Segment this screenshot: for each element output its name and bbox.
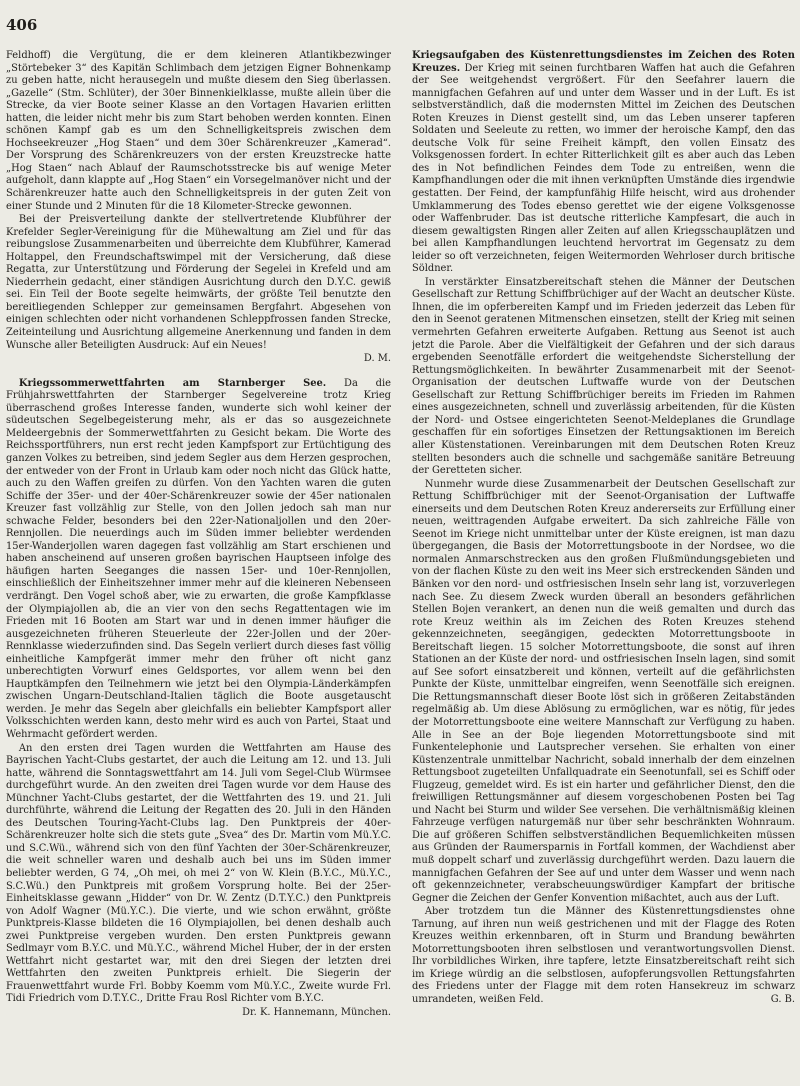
article-author: G. B. [770,994,795,1006]
article-gap [6,366,391,378]
article-paragraph: Bei der Preisverteilung dankte der stellvertretende Klubführer der Krefelder Segler-Vereinigung für die Mühewaltung am Ziel und für das reibungslose Zusammenarbeiten und überreichte dem Klubführer, Kamerad Holtappel, den Freundschaftswimpel mit der Versicherung, daß diese Regatta, zur Unterstützung und Förderung der Segelei in Krefeld und am Niederrhein gedacht, einer ständigen Ausrichtung durch den D.Y.C. gewiß sei. Ein Teil der Boote segelte heimwärts, der größte Teil benutzte den bereitliegenden Schlepper zur gemeinsamen Bergfahrt. Abgesehen von einigen schlechten oder nicht vorhandenen Schleppfrossen fanden Strecke, Zeiteinteilung und Ausrichtung allgemeine Anerkennung und fanden in dem Wunsche aller Beteiligten Ausdruck: Auf ein Neues! [6,214,391,351]
right-column [412,50,795,1066]
article-heading: Kriegssommerwettfahrten am Starnberger See. [18,377,327,389]
article-paragraph: Nunmehr wurde diese Zusammenarbeit der Deutschen Gesellschaft zur Rettung Schiffbrüchiger mit der Seenot-Organisation der Luftwaffe einerseits und dem Deutschen Roten Kreuz andererseits zur Erfüllung einer neuen, weittragenden Aufgabe erweitert. Da sich zahlreiche Fälle von Seenot im Kriege nicht unmittelbar unter der Küste ereignen, ist man dazu übergegangen, die Basis der Motorrettungsboote in der Nordsee, wo die normalen Anmarschstrecken aus den großen Flußmündungsgebieten und von der flachen Küste zu den weit ins Meer sich erstreckenden Sänden und Bänken vor den nord- und ostfriesischen Inseln sehr lang ist, vorzuverlegen nach See. Zu diesem Zweck wurden überall an besonders gefährlichen Stellen Bojen verankert, an denen nun die weiß gemalten und durch das rote Kreuz weithin als im Zeichen des Roten Kreuzes stehend gekennzeichneten, seegängigen, gedeckten Motorrettungsboote in Bereitschaft liegen. 15 solcher Motorrettungsboote, die sonst auf ihren Stationen an der Küste der nord- und ostfriesischen Inseln lagen, sind somit auf See sofort einsatzbereit und können, verteilt auf die gefährlichsten Punkte der Küste, unmittelbar eingreifen, wenn Seenotfälle sich ereignen. Die Rettungsmannschaft dieser Boote löst sich in größeren Zeitabständen regelmäßig ab. Um diese Ablösung zu ermöglichen, war es nötig, für jedes der Motorrettungsboote eine weitere Mannschaft zur Verfügung zu haben. Alle in See an der Boje liegenden Motorrettungsboote sind mit Funkentelephonie und Lautsprecher versehen. Sie erhalten von einer Küstenzentrale unmittelbar Nachricht, sobald innerhalb der dem einzelnen Rettungsboot zugeteilten Unfallquadrate ein Seenotunfall, sei es Schiff oder Flugzeug, gemeldet wird. Es ist ein harter und gefährlicher Dienst, den die freiwilligen Rettungsmänner auf diesem vorgeschobenen Posten bei Tag und Nacht bei Sturm und wilder See versehen. Die verhältnismäßig kleinen Fahrzeuge verfügen naturgemäß nur über sehr beschränkten Wohnraum. Die auf größeren Schiffen selbstverständlichen Bequemlichkeiten müssen aus Gründen der Raumersparnis in Fortfall kommen, der Wachdienst aber muß doppelt scharf und zuverlässig durchgeführt werden. Dazu lauern die mannigfachen Gefahren der See auf und unter dem Wasser und wenn nach oft gekennzeichneter, verabscheuungswürdiger Kampfart der britische Gegner die Zeichen der Genfer Konvention mißachtet, auch aus der Luft. [412,478,795,904]
left-column [6,50,391,1066]
article-author: D. M. [363,353,391,365]
article-paragraph-text: Aber trotzdem tun die Männer des Küstenrettungsdienstes ohne Tarnung, auf ihren nun weiß gestrichenen und mit der Flagge des Roten Kreuzes weithin erkennbaren, oft in Sturm und Brandung bewährten Motorrettungsbooten ihren selbstlosen und verantwortungsvollen Dienst. Ihr vorbildliches Wirken, ihre tapfere, letzte Einsatzbereitschaft reiht sich im Kriege würdig an die selbstlosen, aufopferungsvollen Rettungsfahrten des Friedens unter der Flagge mit dem roten Hansekreuz im schwarz umrandeten, weißen Feld. [412,906,795,1006]
article-paragraph: An den ersten drei Tagen wurden die Wettfahrten am Hause des Bayrischen Yacht-Clubs gestartet, der auch die Leitung am 12. und 13. Juli hatte, während die Sonntagswettfahrt am 14. Juli vom Segel-Club Würmsee durchgeführt wurde. An den zweiten drei Tagen wurde vor dem Hause des Münchner Yacht-Clubs gestartet, der die Wettfahrten des 19. und 21. Juli durchführte, während die Leitung der Regatten des 20. Juli in den Händen des Deutschen Touring-Yacht-Clubs lag. Den Punktpreis der 40er-Schärenkreuzer holte sich die stets gute „Svea“ des Dr. Martin vom Mü.Y.C. und S.C.Wü., während sich von den fünf Yachten der 30er-Schärenkreuzer, die weit schneller waren und deshalb auch bei uns im Süden immer beliebter werden, G 74, „Oh mei, oh mei 2“ von W. Klein (B.Y.C., Mü.Y.C., S.C.Wü.) den Punktpreis mit großem Vorsprung holte. Bei der 25er-Einheitsklasse gewann „Hidder“ von Dr. W. Zentz (D.T.Y.C.) den Punktpreis von Adolf Wagner (Mü.Y.C.). Die vierte, und wie schon erwähnt, größte Punktpreis-Klasse bildeten die 16 Olympiajollen, bei denen deshalb auch zwei Punktpreise vergeben wurden. Den ersten Punktpreis gewann Sedlmayr vom B.Y.C. und Mü.Y.C., während Michel Huber, der in der ersten Wettfahrt nicht gestartet war, mit den drei Siegen der letzten drei Wettfahrten den zweiten Punktpreis erhielt. Die Siegerin der Frauenwettfahrt wurde Frl. Bobby Koemm vom Mü.Y.C., Zweite wurde Frl. Tidi Friedrich vom D.T.Y.C., Dritte Frau Rosl Richter vom B.Y.C. [6,742,391,1005]
article-heading: Kriegsaufgaben des Küstenrettungsdienstes im Zeichen des Roten Kreuzes. [412,50,795,74]
page-number: 406 [6,16,38,34]
article-author: Dr. K. Hannemann, München. [242,1007,391,1019]
article-paragraph: Feldhoff) die Vergütung, die er dem kleineren Atlantikbezwinger „Störtebeker 3“ des Kapitän Schlimbach dem jetzigen Eigner Bohnenkamp zu geben hatte, nicht herausegeln und mußte diesem den Sieg überlassen. „Gazelle“ (Stm. Schlüter), der 30er Binnenkielklasse, mußte allein über die Strecke, da vier Boote seiner Klasse an den Vortagen Havarien erlitten hatten, die leider nicht mehr bis zum Start behoben werden konnten. Einen schönen Kampf gab es um den Schnelligkeitspreis zwischen dem Hochseekreuzer „Hog Staen“ und dem 30er Schärenkreuzer „Kamerad“. Der Vorsprung des Schärenkreuzers von der ersten Kreuzstrecke hatte „Hog Staen“ nach Ablauf der Raumschotsstrecke bis auf wenige Meter aufgeholt, dann klappte auf „Hog Staen“ ein Vorsegelmanöver nicht und der Schärenkreuzer hatte auch den Schnelligkeitspreis in der guten Zeit von einer Stunde und 2 Minuten für die 18 Kilometer-Strecke gewonnen. [6,50,391,212]
article-paragraph: In verstärkter Einsatzbereitschaft stehen die Männer der Deutschen Gesellschaft zur Rettung Schiffbrüchiger auf der Wacht an deutscher Küste. Ihnen, die im opferbereiten Kampf und im Frieden jederzeit das Leben für den in Seenot geratenen Mitmenschen einsetzen, stellt der Krieg mit seinen vermehrten Gefahren erweiterte Aufgaben. Rettung aus Seenot ist auch jetzt die Parole. Aber die Vielfältigkeit der Gefahren und der sich daraus ergebenden Seenotfälle erfordert die weitgehendste Sicherstellung der Rettungsmöglichkeiten. In bewährter Zusammenarbeit mit der Seenot-Organisation der deutschen Luftwaffe wurde von der Deutschen Gesellschaft zur Rettung Schiffbrüchiger bereits im Frieden im Rahmen eines ausgezeichneten, schnell und zuverlässig arbeitenden, für die Küsten der Nord- und Ostsee eingerichteten Seenot-Meldeplanes die Grundlage geschaffen für ein sofortiges Einsetzen der Rettungsaktionen im Bereich aller Küstenstationen. Vereinbarungen mit dem Deutschen Roten Kreuz stellten besonders auch die schnelle und sachgemäße sanitäre Betreuung der Geretteten sicher. [412,276,795,477]
article-lead-text: Da die Frühjahrswettfahrten der Starnberger Segelvereine trotz Krieg überraschend großes Interesse fanden, wunderte sich wohl keiner der südeutschen Segelbegeisterung mehr, als er das so ausgezeichnete Meldeergebnis der Sommerwettfahrten zu Gesicht bekam. Die Worte des Reichssportführers, nun erst recht jeden Kampfsport zur Ertüchtigung des ganzen Volkes zu betreiben, sind jedem Segler aus dem Herzen gesprochen, der entweder von der Front in Urlaub kam oder noch nicht das Glück hatte, auch zu den Waffen greifen zu dürfen. Von den Yachten waren die guten Schiffe der 35er- und der 40er-Schärenkreuzer sowie der 45er nationalen Kreuzer fast vollzählig zur Stelle, von den Jollen jedoch sah man nur schwache Felder, besonders bei den 22er-Nationaljollen und den 20er-Rennjollen. Die neuerdings auch im Süden immer beliebter werdenden 15er-Wanderjollen waren dagegen fast vollzählig am Start erschienen und haben anscheinend auf unseren großen bayrischen Hauptseen infolge des häufigen harten Seeganges die nassen 15er- und 10er-Rennjollen, einschließlich der Einheitszehner immer mehr auf die kleineren Nebenseen verdrängt. Den Vogel schoß aber, wie zu erwarten, die große Kampfklasse der Olympiajollen ab, die an vier von den sechs Regattentagen wie im Frieden mit 16 Booten am Start war und in denen immer häufiger die ausgezeichneten früheren Steuerleute der 22er-Jollen und der 20er-Rennklasse wiederzufinden sind. Das Segeln verliert durch dieses fast völlig einheitliche Kampfgerät immer mehr den früher oft nicht ganz unberechtigten Vorwurf eines Geldsportes, vor allem wenn bei den Hauptkämpfen den Teilnehmern wie jetzt bei den Olympia-Länderkämpfen zwischen Ungarn-Deutschland-Italien täglich die Boote ausgetauscht werden. Je mehr das Segeln aber gleichfalls ein beliebter Kampfsport aller Volksschichten werden kann, desto mehr wird es auch von Partei, Staat und Wehrmacht gefördert werden. [6,377,391,740]
article-lead [412,50,795,276]
article-paragraph [412,906,795,1006]
article-lead [6,378,391,742]
article-lead-text: Der Krieg mit seinen furchtbaren Waffen hat auch die Gefahren der See weitgehendst vergrößert. Für den Seefahrer lauern die mannigfachen Gefahren auf und unter dem Wasser und in der Luft. Es ist selbstverständlich, daß die modernsten Mittel im Zeichen des Deutschen Roten Kreuzes in Dienst gestellt sind, um das Leben unserer tapferen Soldaten und Seeleute zu retten, wo immer der heroische Kampf, den das deutsche Volk für seine Freiheit kämpft, den vollen Einsatz des Volksgenossen fordert. In echter Ritterlichkeit gilt es aber auch das Leben des in Not befindlichen Feindes dem Tode zu entreißen, wenn die Kampfhandlungen oder die mit ihnen verknüpften Umstände dies irgendwie gestatten. Der Feind, der kampfunfähig Hilfe heischt, wird aus drohender Umklammerung des Todes ebenso gerettet wie der eigene Volksgenosse oder Waffenbruder. Das ist deutsche ritterliche Kampfesart, die auch in diesem gewaltigsten Ringen aller Zeiten auf allen Kriegsschauplätzen und bei allen Kampfhandlungen leuchtend hervortrat im Gegensatz zu dem leider so oft verzeichneten, feigen Weitermorden Wehrloser durch britische Söldner. [412,62,795,275]
